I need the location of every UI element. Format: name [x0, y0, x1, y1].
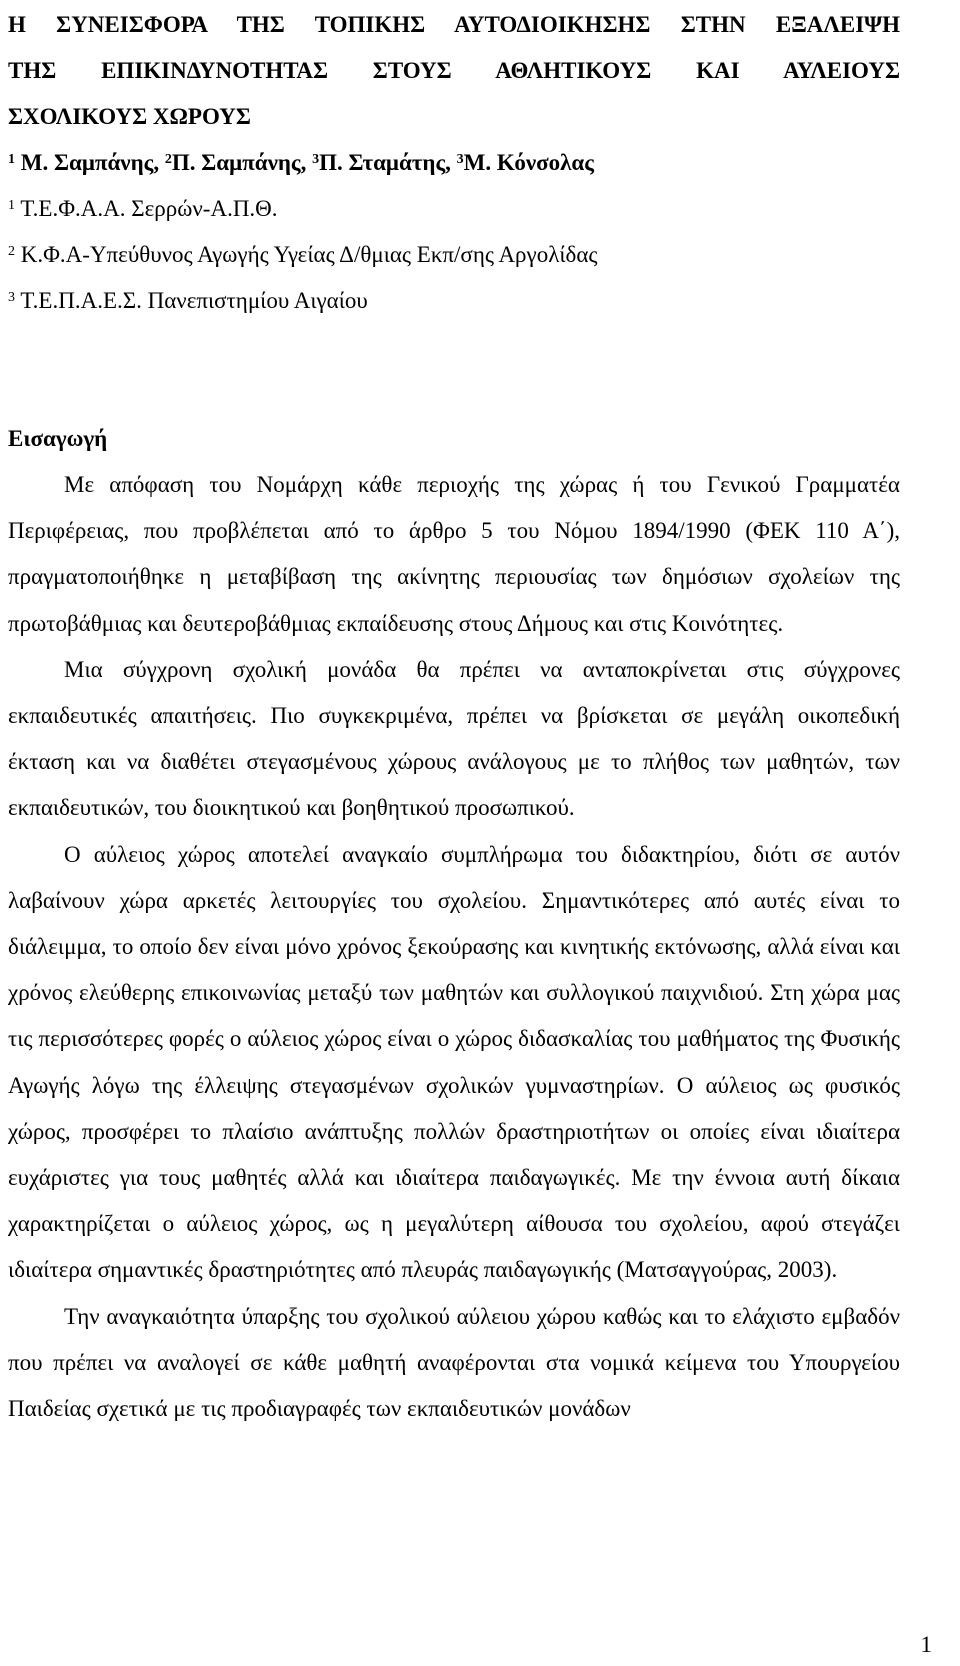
body-paragraph: Μια σύγχρονη σχολική μονάδα θα πρέπει να ανταποκρίνεται στις σύγχρονες εκπαιδευτικές απαιτήσεις. Πιο συγκεκριμένα, πρέπει να βρίσκεται σε μεγάλη οικοπεδική έκταση και να διαθέτει στεγασμένους χώρους ανάλογους με το πλήθος των μαθητών, των εκπαιδευτικών, του διοικητικού και βοηθητικού προσωπικού. [8, 656, 900, 821]
author-affiliation-mark: 3 [456, 152, 464, 167]
title-line: ΤΗΣ ΕΠΙΚΙΝΔΥΝΟΤΗΤΑΣ ΣΤΟΥΣ ΑΘΛΗΤΙΚΟΥΣ ΚΑΙ ΑΥΛΕΙΟΥΣ [8, 58, 900, 83]
author-name: Μ. Σαμπάνης, [20, 150, 165, 175]
author-name: Π. Σταμάτης, [319, 150, 457, 175]
affiliation [8, 232, 900, 278]
affiliation-text: Κ.Φ.Α-Υπεύθυνος Αγωγής Υγείας Δ/θμιας Εκπ/σης Αργολίδας [20, 242, 598, 267]
affiliation-mark: 2 [8, 244, 15, 259]
body-paragraph: Την αναγκαιότητα ύπαρξης του σχολικού αύλειου χώρου καθώς και το ελάχιστο εμβαδόν που πρέπει να αναλογεί σε κάθε μαθητή αναφέρονται στα νομικά κείμενα του Υπουργείου Παιδείας σχετικά με τις προδιαγραφές των εκπαιδευτικών μονάδων [8, 1303, 900, 1422]
affiliation [8, 278, 900, 324]
section-heading: Εισαγωγή [8, 426, 108, 451]
paper-title [8, 0, 900, 140]
title-line: Η ΣΥΝΕΙΣΦΟΡΑ ΤΗΣ ΤΟΠΙΚΗΣ ΑΥΤΟΔΙΟΙΚΗΣΗΣ ΣΤΗΝ ΕΞΑΛΕΙΨΗ [8, 12, 900, 37]
author-affiliation-mark: 3 [312, 152, 320, 167]
title-line: ΣΧΟΛΙΚΟΥΣ ΧΩΡΟΥΣ [8, 104, 251, 129]
body-paragraph: Ο αύλειος χώρος αποτελεί αναγκαίο συμπλήρωμα του διδακτηρίου, διότι σε αυτόν λαβαίνουν χώρα αρκετές λειτουργίες του σχολείου. Σημαντικότερες από αυτές είναι το διάλειμμα, το οποίο δεν είναι μόνο χρόνος ξεκούρασης και κινητικής εκτόνωσης, αλλά είναι και χρόνος ελεύθερης επικοινωνίας μεταξύ των μαθητών και συλλογικού παιχνιδιού. Στη χώρα μας τις περισσότερες φορές ο αύλειος χώρος είναι ο χώρος διδασκαλίας του μαθήματος της Φυσικής Αγωγής λόγω της έλλειψης στεγασμένων σχολικών γυμναστηρίων. Ο αύλειος ως φυσικός χώρος, προσφέρει το πλαίσιο ανάπτυξης πολλών δραστηριοτήτων οι οποίες είναι ιδιαίτερα ευχάριστες για τους μαθητές αλλά και ιδιαίτερα παιδαγωγικές. Με την έννοια αυτή δίκαια χαρακτηρίζεται ο αύλειος χώρος, ως η μεγαλύτερη αίθουσα του σχολείου, αφού στεγάζει ιδιαίτερα σημαντικές δραστηριότητες από πλευράς παιδαγωγικής (Ματσαγγούρας, 2003). [8, 841, 900, 1283]
author-list [8, 140, 900, 186]
affiliation-mark: 3 [8, 290, 15, 305]
body-paragraph: Με απόφαση του Νομάρχη κάθε περιοχής της χώρας ή του Γενικού Γραμματέα Περιφέρειας, που προβλέπεται από το άρθρο 5 του Νόμου 1894/1990 (ΦΕΚ 110 Α΄), πραγματοποιήθηκε η μεταβίβαση της ακίνητης περιουσίας των δημόσιων σχολείων της πρωτοβάθμιας και δευτεροβάθμιας εκπαίδευσης στους Δήμους και στις Κοινότητες. [8, 472, 900, 636]
author-name: Μ. Κόνσολας [463, 150, 594, 175]
author-affiliation-mark: 2 [164, 152, 172, 167]
document-page [8, 0, 900, 1432]
author-name: Π. Σαμπάνης, [171, 150, 313, 175]
page-number: 1 [920, 1632, 932, 1657]
affiliation-text: Τ.Ε.Π.Α.Ε.Σ. Πανεπιστημίου Αιγαίου [20, 288, 368, 313]
affiliation [8, 186, 900, 232]
author-affiliation-mark: 1 [8, 152, 15, 167]
affiliation-mark: 1 [8, 198, 15, 213]
affiliation-text: Τ.Ε.Φ.Α.Α. Σερρών-Α.Π.Θ. [20, 196, 278, 221]
